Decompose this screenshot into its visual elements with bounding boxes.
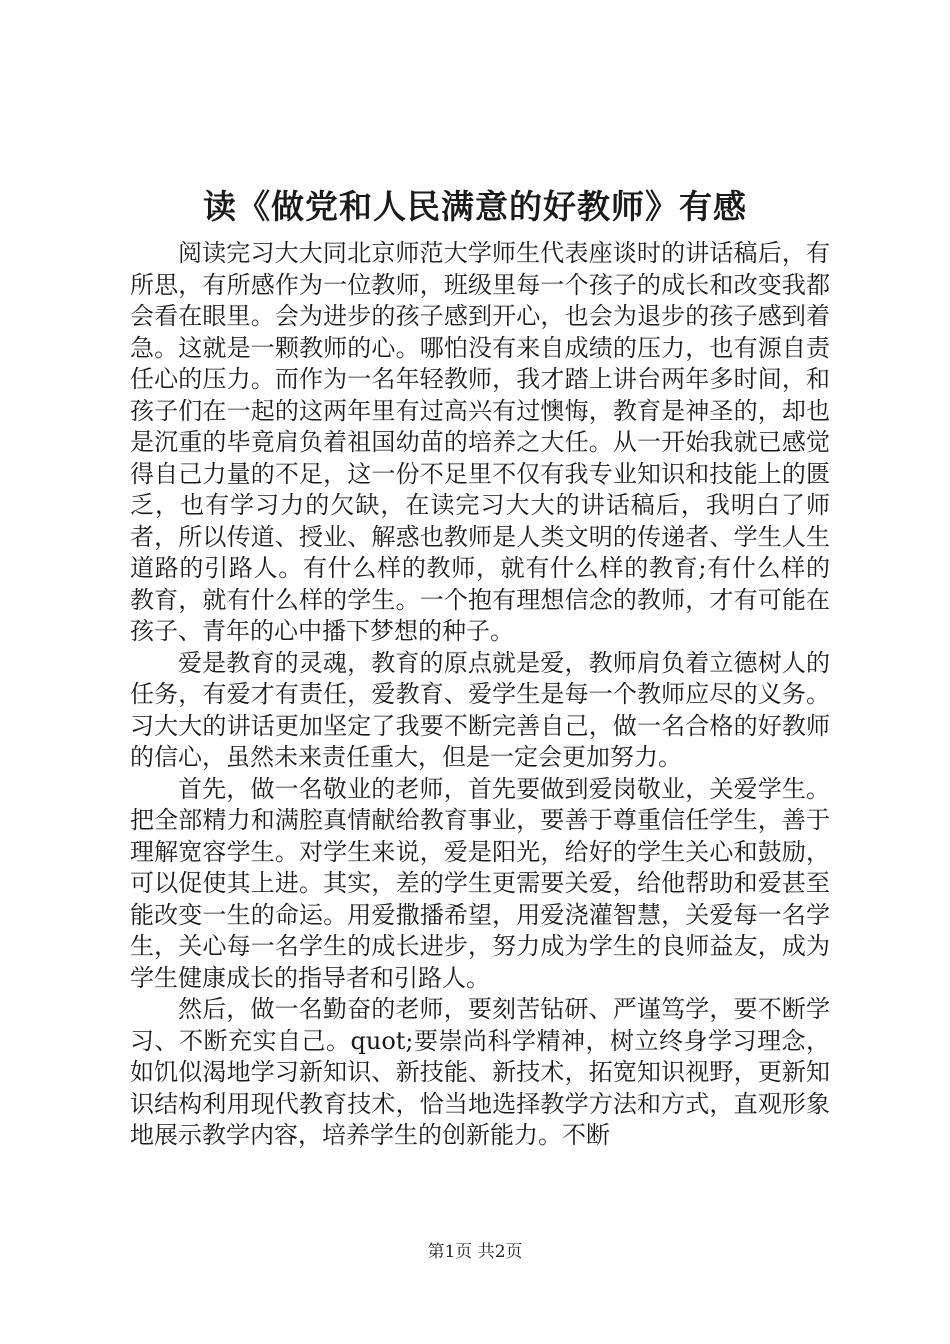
paragraph-3: 首先，做一名敬业的老师，首先要做到爱岗敬业，关爱学生。把全部精力和满腔真情献给教育事业，要善于尊重信任学生，善于理解宽容学生。对学生来说，爱是阳光，给好的学生关心和鼓励，可以促使其上进。其实，差的学生更需要关爱，给他帮助和爱甚至能改变一生的命运。用爱撒播希望，用爱浇灌智慧，关爱每一名学生，关心每一名学生的成长进步，努力成为学生的良师益友，成为学生健康成长的指导者和引路人。 bbox=[130, 774, 830, 992]
document-title: 读《做党和人民满意的好教师》有感 bbox=[203, 187, 747, 226]
page-number-footer: 第1页 共2页 bbox=[427, 1242, 523, 1262]
paragraph-2: 爱是教育的灵魂，教育的原点就是爱，教师肩负着立德树人的任务，有爱才有责任，爱教育、爱学生是每一个教师应尽的义务。习大大的讲话更加坚定了我要不断完善自己，做一名合格的好教师的信心，虽然未来责任重大，但是一定会更加努力。 bbox=[130, 648, 830, 771]
paragraph-4: 然后，做一名勤奋的老师，要刻苦钻研、严谨笃学，要不断学习、不断充实自己。quot;要崇尚科学精神，树立终身学习理念，如饥似渴地学习新知识、新技能、新技术，拓宽知识视野，更新知识结构利用现代教育技术，恰当地选择教学方法和方式，直观形象地展示教学内容，培养学生的创新能力。不断 bbox=[130, 995, 830, 1149]
document-body bbox=[130, 238, 830, 1152]
paragraph-1: 阅读完习大大同北京师范大学师生代表座谈时的讲话稿后，有所思，有所感作为一位教师，班级里每一个孩子的成长和改变我都会看在眼里。会为进步的孩子感到开心，也会为退步的孩子感到着急。这就是一颗教师的心。哪怕没有来自成绩的压力，也有源自责任心的压力。而作为一名年轻教师，我才踏上讲台两年多时间，和孩子们在一起的这两年里有过高兴有过懊悔，教育是神圣的，却也是沉重的毕竟肩负着祖国幼苗的培养之大任。从一开始我就已感觉得自己力量的不足，这一份不足里不仅有我专业知识和技能上的匮乏，也有学习力的欠缺，在读完习大大的讲话稿后，我明白了师者，所以传道、授业、解惑也教师是人类文明的传递者、学生人生道路的引路人。有什么样的教师，就有什么样的教育;有什么样的教育，就有什么样的学生。一个抱有理想信念的教师，才有可能在孩子、青年的心中播下梦想的种子。 bbox=[130, 239, 830, 645]
